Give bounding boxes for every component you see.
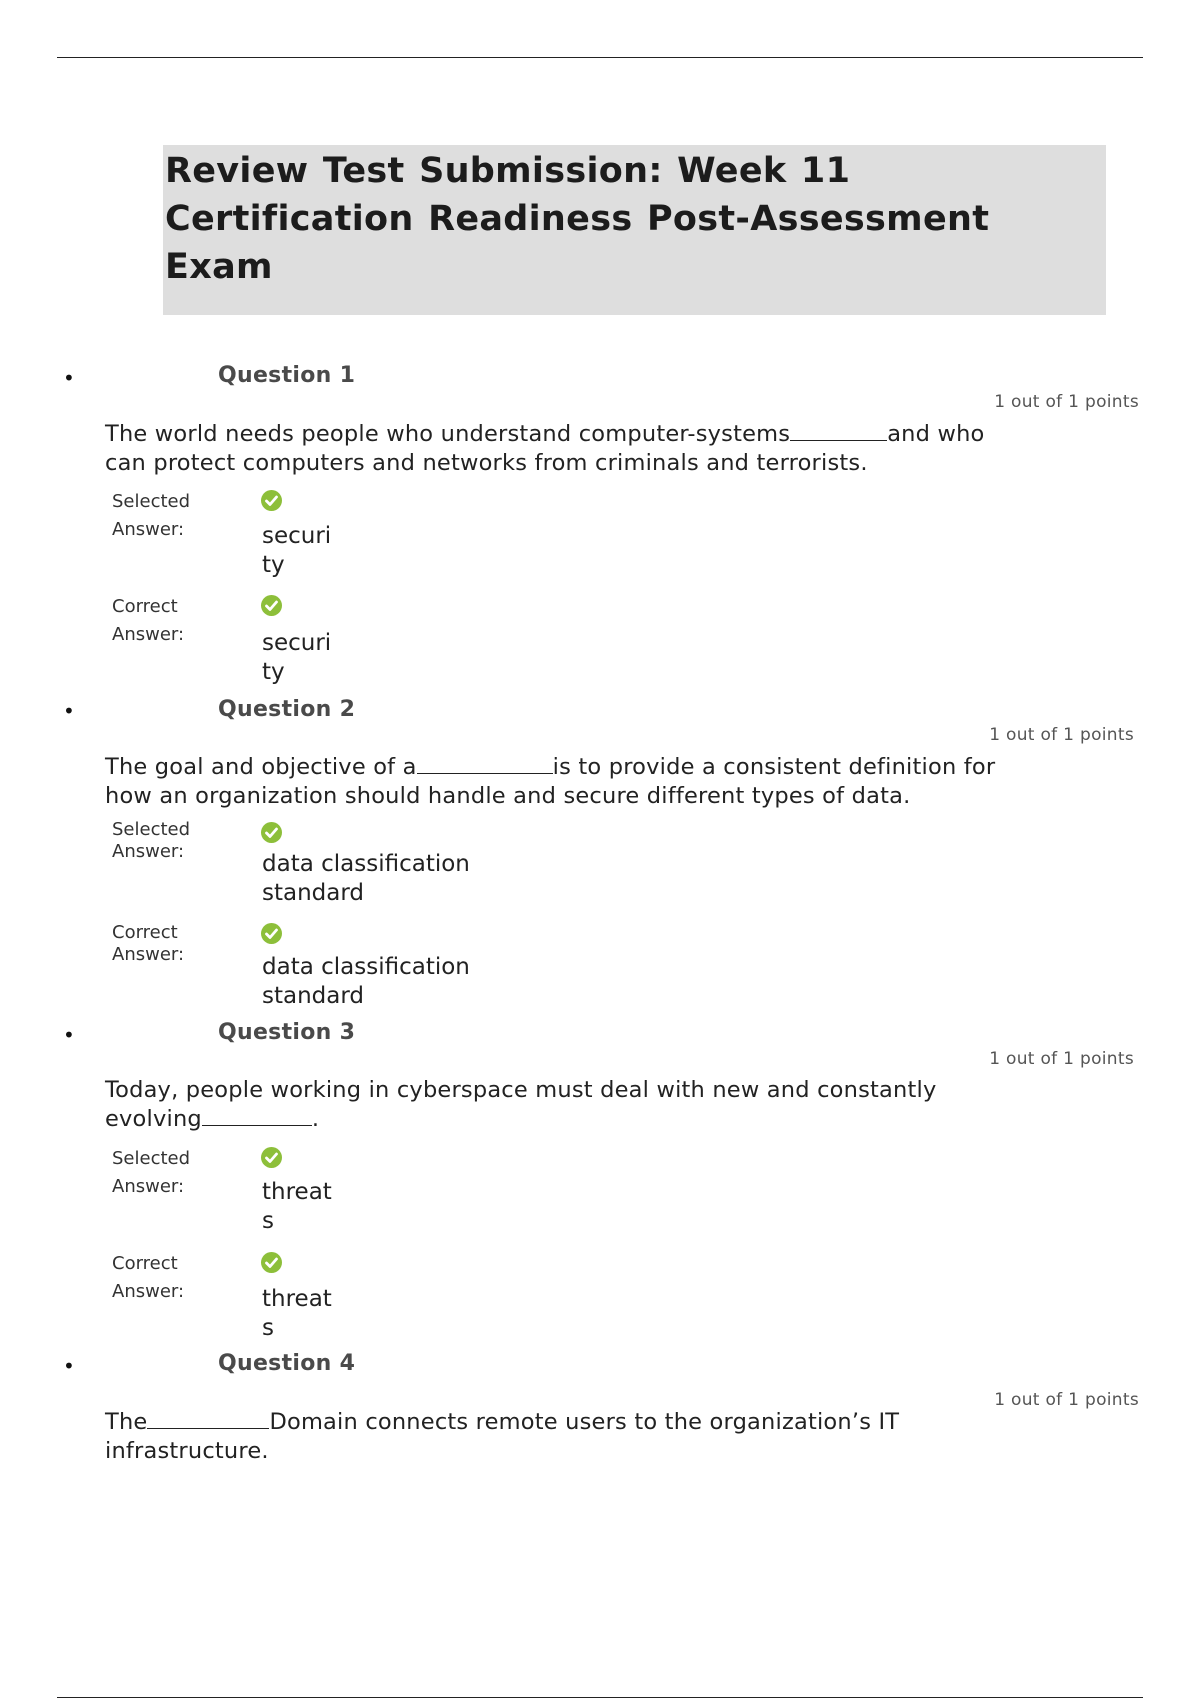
question-text-after: . bbox=[311, 1105, 320, 1132]
selected-answer-label: Selected Answer: bbox=[112, 491, 191, 540]
answer-blank bbox=[202, 1107, 312, 1126]
selected-answer-label: Selected Answer: bbox=[112, 819, 191, 862]
selected-answer-value: security bbox=[262, 523, 332, 578]
question-text bbox=[105, 1076, 990, 1133]
correct-answer-label: Correct Answer: bbox=[112, 1253, 185, 1302]
selected-answer-value: threats bbox=[262, 1179, 332, 1234]
correct-answer-label: Correct Answer: bbox=[112, 922, 185, 965]
question-heading: Question 1 bbox=[218, 363, 356, 388]
bullet-icon: • bbox=[63, 1354, 75, 1378]
correct-answer-label: Correct Answer: bbox=[112, 596, 185, 645]
correct-answer-value: data classification standard bbox=[262, 954, 470, 1009]
check-circle-icon bbox=[261, 822, 282, 843]
question-heading: Question 2 bbox=[218, 697, 356, 722]
bottom-divider bbox=[57, 1697, 1143, 1698]
answer-blank bbox=[790, 422, 887, 441]
question-text bbox=[105, 753, 1015, 810]
selected-answer-label: Selected Answer: bbox=[112, 1148, 191, 1197]
question-text bbox=[105, 1408, 945, 1465]
question-heading: Question 4 bbox=[218, 1351, 356, 1376]
question-points: 1 out of 1 points bbox=[989, 1049, 1134, 1069]
question-text-before: The bbox=[105, 1409, 148, 1435]
question-points: 1 out of 1 points bbox=[994, 1390, 1139, 1410]
check-circle-icon bbox=[261, 1147, 282, 1168]
correct-answer-value: security bbox=[262, 630, 332, 685]
check-circle-icon bbox=[261, 490, 282, 511]
bullet-icon: • bbox=[63, 699, 75, 723]
answer-blank bbox=[417, 755, 553, 774]
question-text-before: Today, people working in cyberspace must deal with new and constantly evolving bbox=[105, 1077, 937, 1132]
page-title-banner bbox=[163, 145, 1106, 315]
page-title: Review Test Submission: Week 11 Certification Readiness Post-Assessment Exam bbox=[165, 151, 990, 287]
question-text-after: is to provide a consistent definition for how an organization should handle and secure different types of data. bbox=[105, 754, 996, 809]
check-circle-icon bbox=[261, 1252, 282, 1273]
question-points: 1 out of 1 points bbox=[989, 725, 1134, 745]
selected-answer-value: data classification standard bbox=[262, 851, 470, 906]
check-circle-icon bbox=[261, 923, 282, 944]
bullet-icon: • bbox=[63, 1023, 75, 1047]
bullet-icon: • bbox=[63, 366, 75, 390]
answer-blank bbox=[147, 1410, 269, 1429]
top-divider bbox=[57, 57, 1143, 58]
question-text bbox=[105, 420, 1005, 477]
question-heading: Question 3 bbox=[218, 1020, 356, 1045]
question-points: 1 out of 1 points bbox=[994, 392, 1139, 412]
correct-answer-value: threats bbox=[262, 1286, 332, 1341]
question-text-after: and who can protect computers and networks from criminals and terrorists. bbox=[105, 421, 985, 476]
check-circle-icon bbox=[261, 595, 282, 616]
question-text-before: The goal and objective of a bbox=[105, 754, 417, 780]
question-text-after: Domain connects remote users to the organization’s IT infrastructure. bbox=[105, 1409, 900, 1464]
question-text-before: The world needs people who understand computer-systems bbox=[105, 421, 791, 447]
